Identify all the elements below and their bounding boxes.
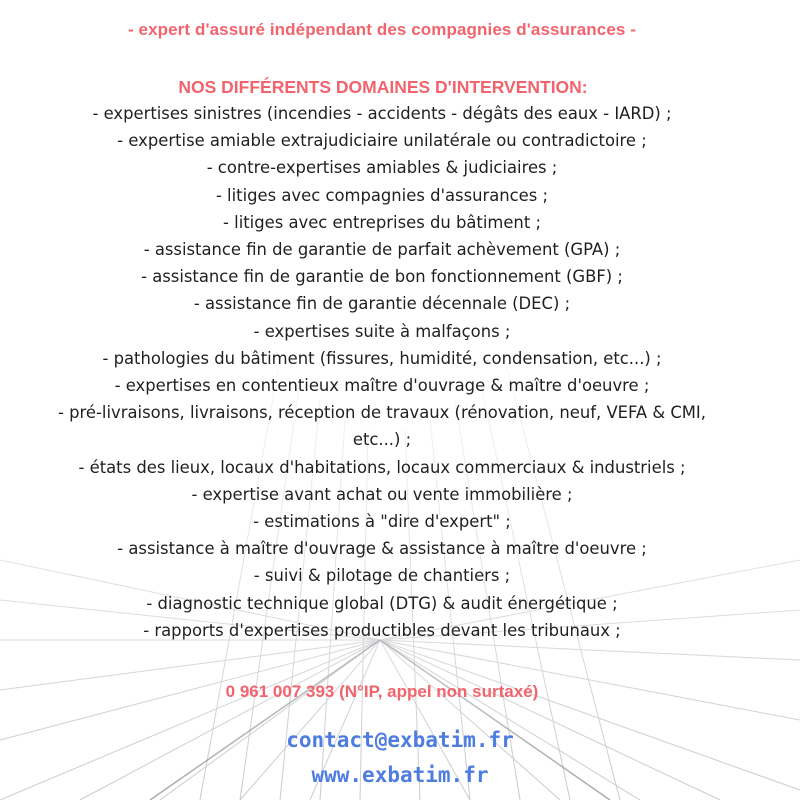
list-item: - expertise avant achat ou vente immobilière ; (191, 484, 573, 504)
list-item: - états des lieux, locaux d'habitations, locaux commerciaux & industriels ; (78, 457, 686, 477)
tagline: - expert d'assuré indépendant des compagnies d'assurances - (127, 20, 637, 39)
list-item: - suivi & pilotage de chantiers ; (253, 566, 511, 586)
list-item: - assistance fin de garantie de parfait achèvement (GPA) ; (143, 240, 621, 260)
domains-list (50, 100, 714, 644)
email-link[interactable]: contact@exbatim.fr (286, 728, 514, 752)
website-link[interactable]: www.exbatim.fr (311, 763, 489, 787)
list-item: - expertise amiable extrajudiciaire unilatérale ou contradictoire ; (117, 131, 647, 151)
list-item: - expertises suite à malfaçons ; (253, 321, 511, 341)
list-item: - contre-expertises amiables & judiciaires ; (206, 158, 558, 178)
list-item: - expertises en contentieux maître d'ouvrage & maître d'oeuvre ; (114, 376, 650, 396)
list-item: - pathologies du bâtiment (fissures, humidité, condensation, etc...) ; (102, 348, 662, 368)
list-item: - litiges avec entreprises du bâtiment ; (223, 212, 541, 232)
list-item: - rapports d'expertises productibles devant les tribunaux ; (143, 620, 621, 640)
list-item: - estimations à "dire d'expert" ; (253, 512, 511, 532)
list-item: - expertises sinistres (incendies - accidents - dégâts des eaux - IARD) ; (92, 104, 672, 123)
list-item: - pré-livraisons, livraisons, réception de travaux (rénovation, neuf, VEFA & CMI, etc...) ; (58, 403, 706, 450)
list-item: - litiges avec compagnies d'assurances ; (215, 185, 549, 205)
list-item: - assistance fin de garantie de bon fonctionnement (GBF) ; (141, 267, 623, 287)
phone-number: 0 961 007 393 (N°IP, appel non surtaxé) (225, 682, 539, 701)
list-item: - assistance à maître d'ouvrage & assistance à maître d'oeuvre ; (117, 539, 647, 559)
list-item: - diagnostic technique global (DTG) & audit énergétique ; (146, 593, 618, 613)
list-item: - assistance fin de garantie décennale (DEC) ; (193, 294, 571, 314)
section-title: NOS DIFFÉRENTS DOMAINES D'INTERVENTION: (178, 77, 588, 97)
